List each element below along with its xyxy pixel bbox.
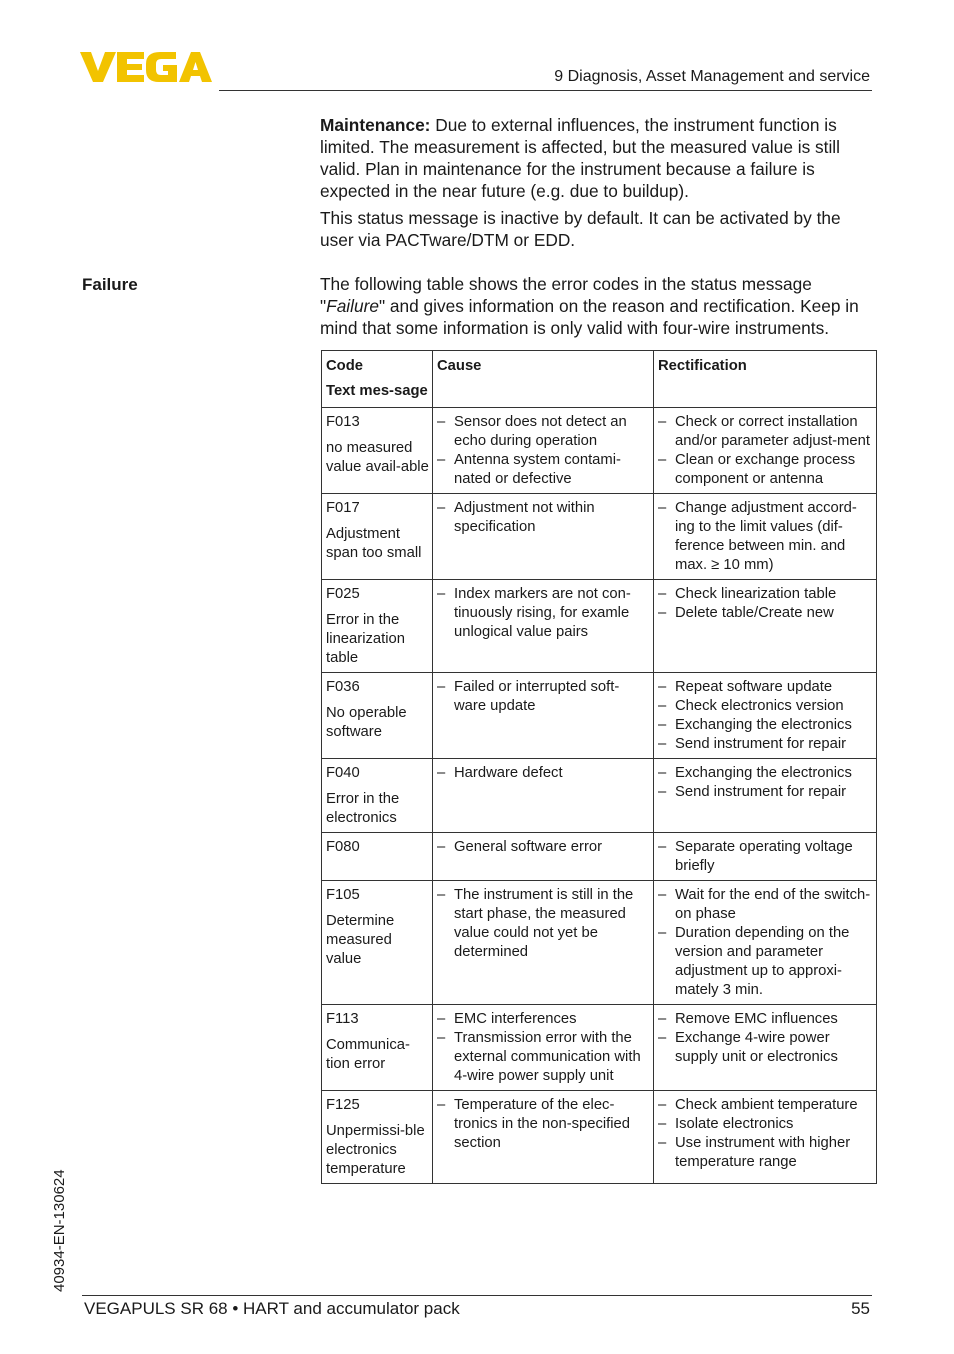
cause-cell — [433, 1005, 654, 1091]
rectification-cell — [654, 759, 877, 833]
cause-item: – Sensor does not detect an echo during operation — [437, 413, 650, 451]
rectification-item: – Check electronics version — [658, 697, 873, 716]
error-code-cell — [322, 1091, 433, 1184]
header-divider — [219, 90, 872, 91]
rectification-item: – Wait for the end of the switch-on phase — [658, 886, 873, 924]
error-code-cell — [322, 408, 433, 494]
cause-cell — [433, 408, 654, 494]
cause-list — [437, 838, 650, 857]
error-code: F113 — [326, 1011, 359, 1027]
rectification-item: – Delete table/Create new — [658, 604, 873, 623]
rectification-list — [658, 413, 873, 489]
header-code-cell — [322, 351, 433, 408]
error-code: F017 — [326, 500, 360, 516]
failure-intro-paragraph — [320, 273, 872, 339]
table-row — [322, 881, 877, 1005]
failure-side-label: Failure — [82, 275, 138, 294]
cause-list — [437, 1010, 650, 1086]
rectification-list — [658, 585, 873, 623]
rectification-item: – Send instrument for repair — [658, 735, 873, 754]
rectification-item: – Exchanging the electronics — [658, 764, 873, 783]
rectification-list — [658, 1010, 873, 1067]
rectification-item: – Duration depending on the version and parameter adjustment up to approxi-mately 3 min. — [658, 924, 873, 1000]
footer-product: VEGAPULS SR 68 • HART and accumulator pack — [84, 1299, 460, 1318]
header-text-message: Text mes-sage — [326, 383, 428, 399]
error-code-cell — [322, 1005, 433, 1091]
error-message: no measured value avail-able — [326, 440, 429, 475]
table-row — [322, 833, 877, 881]
error-message: No operable software — [326, 705, 407, 740]
section-header: 9 Diagnosis, Asset Management and service — [554, 68, 870, 85]
rectification-item: – Remove EMC influences — [658, 1010, 873, 1029]
rectification-item: – Exchanging the electronics — [658, 716, 873, 735]
error-code: F080 — [326, 839, 360, 855]
rectification-item: – Check or correct installation and/or parameter adjust-ment — [658, 413, 873, 451]
rectification-list — [658, 838, 873, 876]
header-cause: Cause — [433, 351, 654, 408]
rectification-item: – Change adjustment accord-ing to the limit values (dif-ference between min. and max. ≥ 10 mm) — [658, 499, 873, 575]
cause-list — [437, 585, 650, 642]
cause-list — [437, 413, 650, 489]
rectification-list — [658, 678, 873, 754]
rectification-item: – Isolate electronics — [658, 1115, 873, 1134]
cause-item: – Transmission error with the external communication with 4-wire power supply unit — [437, 1029, 650, 1086]
rectification-item: – Use instrument with higher temperature range — [658, 1134, 873, 1172]
error-code: F125 — [326, 1097, 360, 1113]
cause-cell — [433, 759, 654, 833]
cause-item: – Antenna system contami-nated or defective — [437, 451, 650, 489]
cause-cell — [433, 494, 654, 580]
error-message: Error in the electronics — [326, 791, 400, 826]
error-code-cell — [322, 673, 433, 759]
table-header-row — [322, 351, 877, 408]
cause-item: – EMC interferences — [437, 1010, 650, 1029]
error-message: Unpermissi-ble electronics temperature — [326, 1123, 425, 1177]
rectification-item: – Separate operating voltage briefly — [658, 838, 873, 876]
error-message: Error in the linearization table — [326, 612, 405, 666]
failure-text-italic: Failure — [326, 296, 379, 316]
table-row — [322, 494, 877, 580]
error-code: F013 — [326, 414, 360, 430]
table-row — [322, 1005, 877, 1091]
cause-list — [437, 764, 650, 783]
failure-codes-table — [321, 350, 877, 1184]
rectification-item: – Clean or exchange process component or antenna — [658, 451, 873, 489]
rectification-cell — [654, 833, 877, 881]
rectification-item: – Exchange 4-wire power supply unit or electronics — [658, 1029, 873, 1067]
error-message: Adjustment span too small — [326, 526, 422, 561]
rectification-item: – Check ambient temperature — [658, 1096, 873, 1115]
table-body — [322, 408, 877, 1184]
cause-item: – The instrument is still in the start phase, the measured value could not yet be determined — [437, 886, 650, 962]
cause-list — [437, 886, 650, 962]
error-message: Determine measured value — [326, 913, 395, 967]
rectification-list — [658, 1096, 873, 1172]
cause-item: – Adjustment not within specification — [437, 499, 650, 537]
cause-item: – Index markers are not con-tinuously rising, for examle unlogical value pairs — [437, 585, 650, 642]
maintenance-paragraph — [320, 114, 872, 202]
rectification-cell — [654, 1091, 877, 1184]
rectification-item: – Send instrument for repair — [658, 783, 873, 802]
table-row — [322, 1091, 877, 1184]
header-rectification: Rectification — [654, 351, 877, 408]
failure-text-before: The following table shows the error codes in the status message " — [320, 274, 812, 316]
status-note: This status message is inactive by default. It can be activated by the user via PACTware/DTM or EDD. — [320, 208, 841, 250]
rectification-cell — [654, 673, 877, 759]
table-row — [322, 580, 877, 673]
error-code-cell — [322, 881, 433, 1005]
footer-divider — [82, 1295, 872, 1296]
document-number: 40934-EN-130624 — [51, 1169, 68, 1292]
maintenance-text: Due to external influences, the instrument function is limited. The measurement is affected, but the measured value is still valid. Plan in maintenance for the instrument because a failure is expected in the near future (e.g. due to buildup). — [320, 115, 840, 201]
error-code-cell — [322, 494, 433, 580]
cause-cell — [433, 881, 654, 1005]
error-code-cell — [322, 759, 433, 833]
error-message: Communica-tion error — [326, 1037, 410, 1072]
error-code: F040 — [326, 765, 360, 781]
error-code: F105 — [326, 887, 360, 903]
vega-logo — [80, 50, 212, 84]
rectification-item: – Repeat software update — [658, 678, 873, 697]
rectification-cell — [654, 580, 877, 673]
cause-cell — [433, 673, 654, 759]
cause-list — [437, 499, 650, 537]
rectification-list — [658, 764, 873, 802]
cause-item: – Failed or interrupted soft-ware update — [437, 678, 650, 716]
header-code: Code — [326, 358, 363, 374]
error-code-cell — [322, 833, 433, 881]
rectification-list — [658, 886, 873, 1000]
error-code: F036 — [326, 679, 360, 695]
table-row — [322, 673, 877, 759]
rectification-cell — [654, 408, 877, 494]
rectification-cell — [654, 1005, 877, 1091]
table-row — [322, 759, 877, 833]
rectification-item: – Check linearization table — [658, 585, 873, 604]
cause-list — [437, 1096, 650, 1153]
error-code: F025 — [326, 586, 360, 602]
cause-cell — [433, 580, 654, 673]
maintenance-label: Maintenance: — [320, 115, 431, 135]
rectification-cell — [654, 881, 877, 1005]
cause-item: – Temperature of the elec-tronics in the non-specified section — [437, 1096, 650, 1153]
rectification-list — [658, 499, 873, 575]
table-row — [322, 408, 877, 494]
error-code-cell — [322, 580, 433, 673]
cause-list — [437, 678, 650, 716]
cause-item: – Hardware defect — [437, 764, 650, 783]
cause-item: – General software error — [437, 838, 650, 857]
rectification-cell — [654, 494, 877, 580]
cause-cell — [433, 1091, 654, 1184]
status-note-paragraph — [320, 207, 872, 251]
failure-text-after: " and gives information on the reason and rectification. Keep in mind that some information is only valid with four-wire instruments. — [320, 296, 859, 338]
cause-cell — [433, 833, 654, 881]
page-number: 55 — [851, 1299, 870, 1318]
